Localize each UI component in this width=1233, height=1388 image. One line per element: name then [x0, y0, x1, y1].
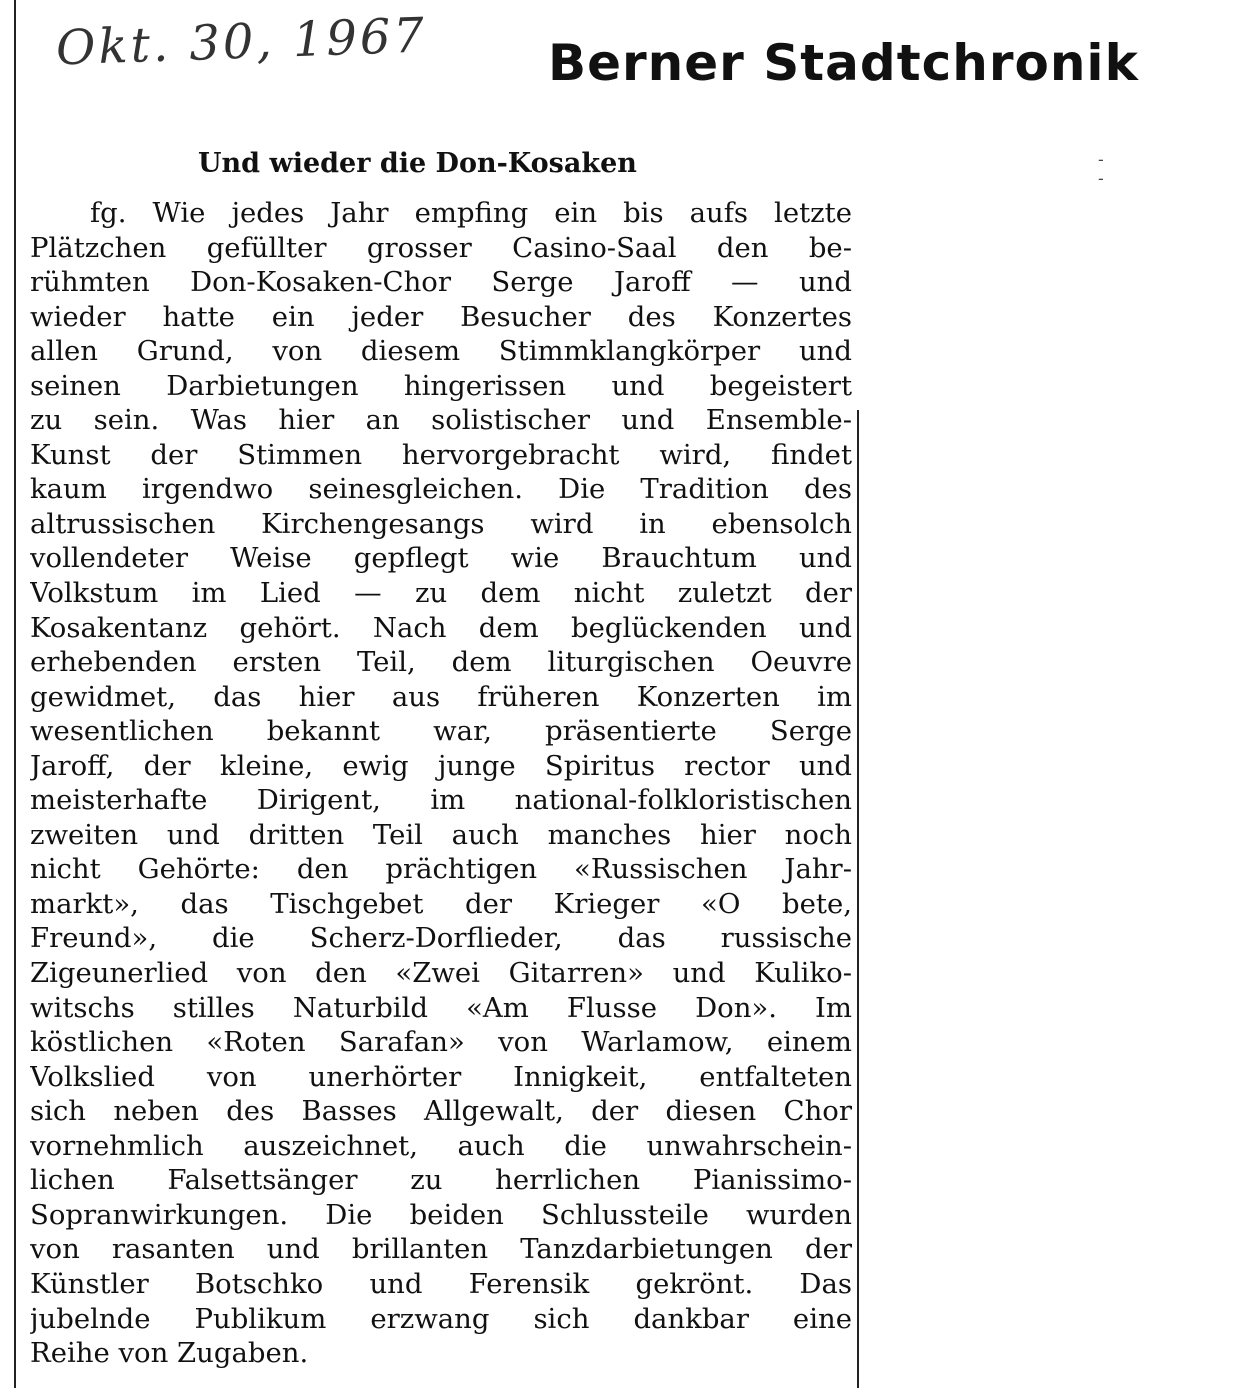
article-body — [30, 196, 852, 1371]
article-line: witschs stilles Naturbild «Am Flusse Don». Im — [30, 991, 852, 1024]
article-line: vornehmlich auszeichnet, auch die unwahrschein- — [30, 1129, 852, 1162]
article-line: Kunst der Stimmen hervorgebracht wird, findet — [30, 438, 852, 471]
article-line: erhebenden ersten Teil, dem liturgischen Oeuvre — [30, 646, 852, 679]
article-line: lichen Falsettsänger zu herrlichen Pianissimo- — [30, 1164, 852, 1197]
article-line: nicht Gehörte: den prächtigen «Russischen Jahr- — [30, 853, 852, 886]
section-masthead: Berner Stadtchronik — [548, 34, 1139, 92]
article-line: Volkslied von unerhörter Innigkeit, entfalteten — [30, 1060, 852, 1093]
article-line: seinen Darbietungen hingerissen und begeistert — [30, 369, 852, 402]
article-line: von rasanten und brillanten Tanzdarbietungen der — [30, 1233, 852, 1266]
stray-print-marks: - - — [1098, 150, 1158, 188]
article-line: kaum irgendwo seinesgleichen. Die Tradition des — [30, 473, 852, 506]
article-line: altrussischen Kirchengesangs wird in ebensolch — [30, 507, 852, 540]
article-line: Reihe von Zugaben. — [30, 1337, 309, 1370]
article-line: wieder hatte ein jeder Besucher des Konzertes — [30, 300, 852, 333]
article-line: fg. Wie jedes Jahr empfing ein bis aufs letzte — [90, 197, 852, 229]
article-line: Sopranwirkungen. Die beiden Schlussteile wurden — [30, 1198, 852, 1231]
article-line: köstlichen «Roten Sarafan» von Warlamow, einem — [30, 1026, 852, 1059]
column-divider-rule — [857, 410, 859, 1388]
article-line: Künstler Botschko und Ferensik gekrönt. Das — [30, 1267, 852, 1300]
article-line: allen Grund, von diesem Stimmklangkörper und — [30, 335, 852, 368]
article-line: gewidmet, das hier aus früheren Konzerten im — [30, 680, 852, 713]
article-line: jubelnde Publikum erzwang sich dankbar eine — [30, 1302, 852, 1335]
article-line: rühmten Don-Kosaken-Chor Serge Jaroff — und — [30, 266, 852, 299]
article-line: Volkstum im Lied — zu dem nicht zuletzt der — [30, 577, 852, 610]
handwritten-date: Okt. 30, 1967 — [55, 7, 428, 77]
article-line: sich neben des Basses Allgewalt, der diesen Chor — [30, 1095, 852, 1128]
article-title: Und wieder die Don-Kosaken — [198, 148, 637, 179]
article-line: Freund», die Scherz-Dorflieder, das russische — [30, 922, 852, 955]
article-line: zu sein. Was hier an solistischer und Ensemble- — [30, 404, 852, 437]
article-line: Jaroff, der kleine, ewig junge Spiritus rector und — [30, 749, 852, 782]
article-line: vollendeter Weise gepflegt wie Brauchtum und — [30, 542, 852, 575]
left-margin-rule — [14, 0, 16, 1388]
article-line: Plätzchen gefüllter grosser Casino-Saal den be- — [30, 231, 852, 264]
article-line: Kosakentanz gehört. Nach dem beglückenden und — [30, 611, 852, 644]
article-line: meisterhafte Dirigent, im national-folkloristischen — [30, 784, 852, 817]
article-line: markt», das Tischgebet der Krieger «O bete, — [30, 887, 852, 920]
article-line: Zigeunerlied von den «Zwei Gitarren» und Kuliko- — [30, 957, 852, 990]
article-line: wesentlichen bekannt war, präsentierte Serge — [30, 715, 852, 748]
article-line: zweiten und dritten Teil auch manches hier noch — [30, 818, 852, 851]
